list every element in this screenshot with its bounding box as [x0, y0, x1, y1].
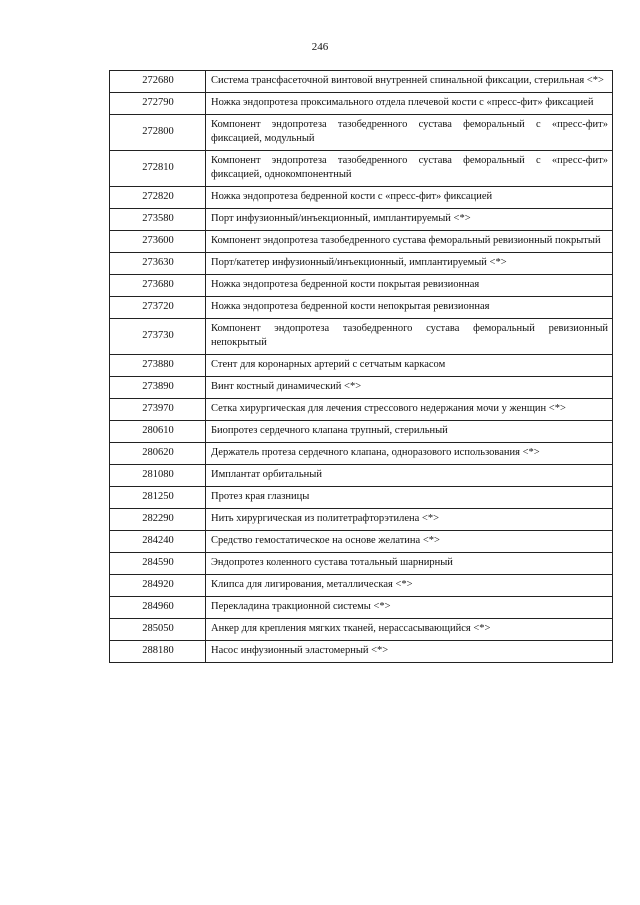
item-name: Винт костный динамический <*> [206, 377, 613, 399]
item-code: 273880 [110, 355, 206, 377]
item-name: Ножка эндопротеза бедренной кости покрытая ревизионная [206, 275, 613, 297]
item-name: Средство гемостатическое на основе желатина <*> [206, 531, 613, 553]
item-code: 282290 [110, 509, 206, 531]
item-name: Ножка эндопротеза бедренной кости непокрытая ревизионная [206, 297, 613, 319]
table-row [110, 319, 613, 355]
table-row [110, 209, 613, 231]
item-code: 273580 [110, 209, 206, 231]
item-code: 272680 [110, 71, 206, 93]
table-row [110, 421, 613, 443]
table-row [110, 575, 613, 597]
table-row [110, 71, 613, 93]
item-name: Перекладина тракционной системы <*> [206, 597, 613, 619]
page-number: 246 [311, 41, 329, 53]
item-code: 272790 [110, 93, 206, 115]
item-name: Ножка эндопротеза проксимального отдела плечевой кости с «пресс-фит» фиксацией [206, 93, 613, 115]
item-name: Нить хирургическая из политетрафторэтилена <*> [206, 509, 613, 531]
item-name: Порт инфузионный/инъекционный, имплантируемый <*> [206, 209, 613, 231]
table-row [110, 93, 613, 115]
item-name: Держатель протеза сердечного клапана, одноразового использования <*> [206, 443, 613, 465]
item-code: 273680 [110, 275, 206, 297]
table-row [110, 231, 613, 253]
table-row [110, 253, 613, 275]
item-code: 284590 [110, 553, 206, 575]
item-name: Компонент эндопротеза тазобедренного сустава феморальный с «пресс-фит» фиксацией, однокомпонентный [206, 151, 613, 187]
item-code: 288180 [110, 641, 206, 663]
item-code: 272820 [110, 187, 206, 209]
table-row [110, 487, 613, 509]
item-name: Ножка эндопротеза бедренной кости с «пресс-фит» фиксацией [206, 187, 613, 209]
item-code: 272810 [110, 151, 206, 187]
item-code: 285050 [110, 619, 206, 641]
item-name: Насос инфузионный эластомерный <*> [206, 641, 613, 663]
item-name: Эндопротез коленного сустава тотальный шарнирный [206, 553, 613, 575]
item-name: Анкер для крепления мягких тканей, нерассасывающийся <*> [206, 619, 613, 641]
item-code: 273720 [110, 297, 206, 319]
item-code: 273890 [110, 377, 206, 399]
table-row [110, 297, 613, 319]
table-row [110, 399, 613, 421]
item-code: 273730 [110, 319, 206, 355]
item-code: 273600 [110, 231, 206, 253]
table-row [110, 509, 613, 531]
item-name: Компонент эндопротеза тазобедренного сустава феморальный ревизионный покрытый [206, 231, 613, 253]
table-row [110, 641, 613, 663]
table-body [110, 71, 613, 663]
table-row [110, 597, 613, 619]
item-name: Клипса для лигирования, металлическая <*> [206, 575, 613, 597]
item-name: Стент для коронарных артерий с сетчатым каркасом [206, 355, 613, 377]
item-code: 280620 [110, 443, 206, 465]
item-code: 273630 [110, 253, 206, 275]
item-name: Компонент эндопротеза тазобедренного сустава феморальный ревизионный непокрытый [206, 319, 613, 355]
table-row [110, 275, 613, 297]
table-row [110, 187, 613, 209]
item-name: Протез края глазницы [206, 487, 613, 509]
device-registry-table [109, 70, 613, 663]
item-name: Сетка хирургическая для лечения стрессового недержания мочи у женщин <*> [206, 399, 613, 421]
item-name: Компонент эндопротеза тазобедренного сустава феморальный с «пресс-фит» фиксацией, модульный [206, 115, 613, 151]
table-row [110, 465, 613, 487]
item-name: Имплантат орбитальный [206, 465, 613, 487]
item-code: 281250 [110, 487, 206, 509]
table-row [110, 377, 613, 399]
table-row [110, 115, 613, 151]
item-code: 273970 [110, 399, 206, 421]
item-code: 284960 [110, 597, 206, 619]
table-row [110, 531, 613, 553]
table-row [110, 553, 613, 575]
table-row [110, 619, 613, 641]
item-name: Система трансфасеточной винтовой внутренней спинальной фиксации, стерильная <*> [206, 71, 613, 93]
item-code: 284920 [110, 575, 206, 597]
item-name: Порт/катетер инфузионный/инъекционный, имплантируемый <*> [206, 253, 613, 275]
item-name: Биопротез сердечного клапана трупный, стерильный [206, 421, 613, 443]
table-row [110, 151, 613, 187]
item-code: 280610 [110, 421, 206, 443]
table-row [110, 355, 613, 377]
item-code: 281080 [110, 465, 206, 487]
table-row [110, 443, 613, 465]
item-code: 272800 [110, 115, 206, 151]
item-code: 284240 [110, 531, 206, 553]
